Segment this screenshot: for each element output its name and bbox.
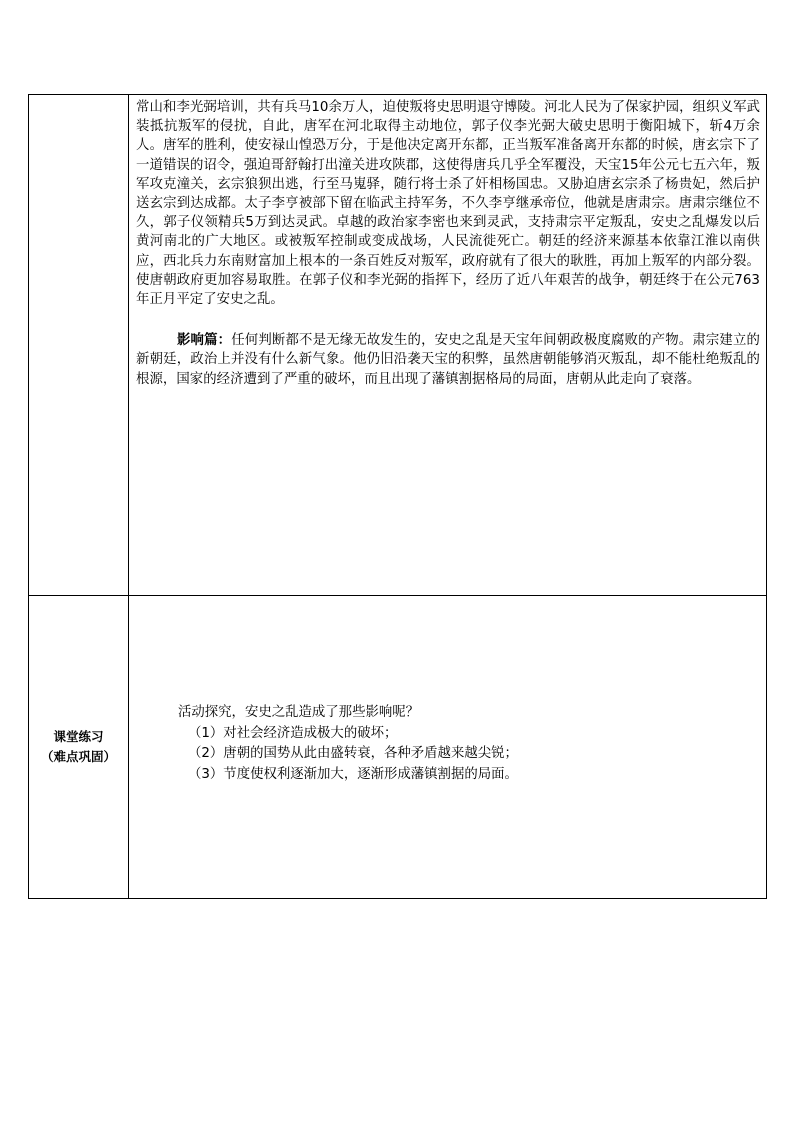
practice-row bbox=[29, 596, 767, 899]
practice-label-cell bbox=[29, 596, 129, 899]
empty-label-cell bbox=[29, 95, 129, 596]
lesson-table bbox=[28, 94, 767, 899]
practice-content-cell bbox=[129, 596, 767, 899]
practice-label-title: 课堂练习 bbox=[53, 729, 104, 744]
impact-paragraph bbox=[129, 328, 766, 389]
history-content-row bbox=[29, 95, 767, 596]
practice-question: 活动探究，安史之乱造成了那些影响呢？ bbox=[178, 705, 420, 720]
practice-answer-3: （3）节度使权利逐渐加大，逐渐形成藩镇割据的局面。 bbox=[188, 766, 518, 782]
history-paragraph: 常山和李光弼培训，共有兵马10余万人，迫使叛将史思明退守博陵。河北人民为了保家护园，组织义军武装抵抗叛军的侵扰，自此，唐军在河北取得主动地位，郭子仪李光弼大破史思明于衡阳城下，斩4万余人。唐军的胜利，使安禄山惶恐万分，于是他决定离开东都，正当叛军准备离开东都的时候，唐玄宗下了一道错误的诏令，强迫哥舒翰打出潼关进攻陕郡，这使得唐兵几乎全军覆没，天宝15年公元七五六年，叛军攻克潼关，玄宗狼狈出逃，行至马嵬驿，随行将士杀了奸相杨国忠。又胁迫唐玄宗杀了杨贵妃，然后护送玄宗到达成都。太子李亨被部下留在临武主持军务，不久李亨继承帝位，他就是唐肃宗。唐肃宗继位不久，郭子仪领精兵5万到达灵武。卓越的政治家李密也来到灵武，支持肃宗平定叛乱，安史之乱爆发以后黄河南北的广大地区。或被叛军控制或变成战场，人民流徙死亡。朝廷的经济来源基本依靠江淮以南供应，西北兵力东南财富加上根本的一条百姓反对叛军，政府就有了很大的耿胜，再加上叛军的内部分裂。使唐朝政府更加容易取胜。在郭子仪和李光弼的指挥下，经历了近八年艰苦的战争，朝廷终于在公元763年正月平定了安史之乱。 bbox=[136, 100, 760, 308]
practice-answer-1: （1）对社会经济造成极大的破坏； bbox=[188, 725, 398, 741]
practice-label-subtitle: （难点巩固） bbox=[40, 749, 116, 764]
impact-text: 任何判断都不是无缘无故发生的，安史之乱是天宝年间朝政极度腐败的产物。肃宗建立的新朝廷，政治上并没有什么新气象。他仍旧沿袭天宝的积弊，虽然唐朝能够消灭叛乱，却不能杜绝叛乱的根源，国家的经济遭到了严重的破坏，而且出现了藩镇割据格局的局面，唐朝从此走向了衰落。 bbox=[136, 333, 760, 387]
practice-content bbox=[129, 596, 766, 785]
history-content-cell bbox=[129, 95, 767, 596]
practice-label bbox=[41, 727, 116, 767]
impact-heading: 影响篇： bbox=[177, 333, 232, 349]
practice-answer-2: （2）唐朝的国势从此由盛转衰，各种矛盾越来越尖锐； bbox=[188, 746, 518, 761]
